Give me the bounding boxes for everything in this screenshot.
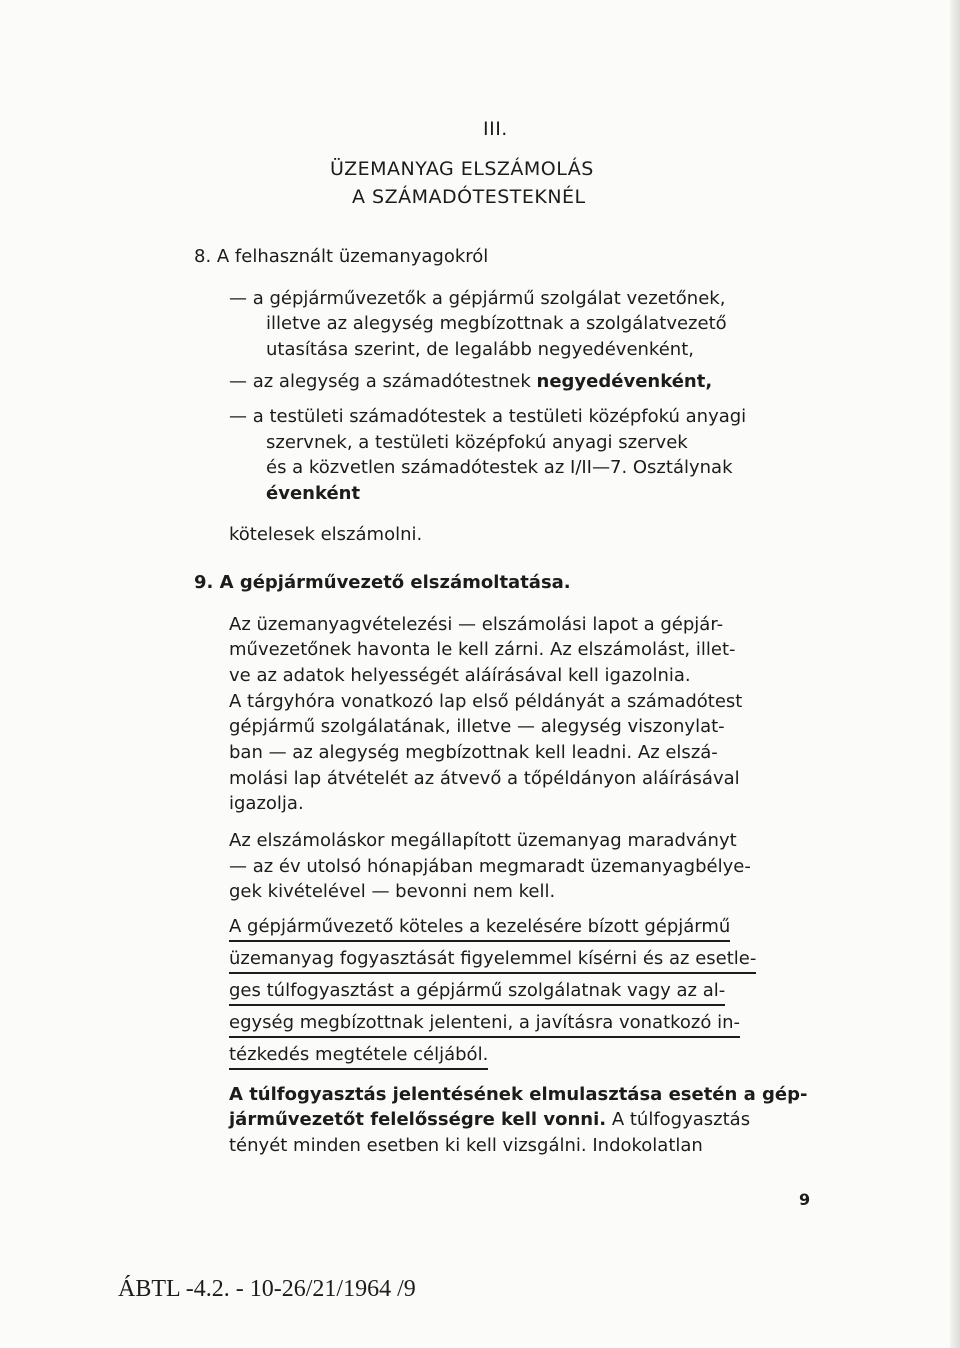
p1-line-8: igazolja. bbox=[229, 793, 304, 814]
item-1-line-2: illetve az alegység megbízottnak a szolgálatvezető bbox=[266, 313, 727, 334]
p3-line-3: ges túlfogyasztást a gépjármű szolgálatnak vagy az al- bbox=[229, 978, 725, 1006]
item-3-line-2: szervnek, a testületi középfokú anyagi szervek bbox=[266, 432, 688, 453]
p2-line-1: Az elszámoláskor megállapított üzemanyag maradványt bbox=[229, 830, 737, 851]
p3-line-4: egység megbízottnak jelenteni, a javításra vonatkozó in- bbox=[229, 1010, 740, 1038]
section-8-title: 8. A felhasznált üzemanyagokról bbox=[194, 246, 489, 267]
archive-reference: ÁBTL -4.2. - 10-26/21/1964 /9 bbox=[118, 1276, 416, 1302]
p3-line-2: üzemanyag fogyasztását figyelemmel kísérni és az esetle- bbox=[229, 946, 756, 974]
p3-line-1: A gépjárművezető köteles a kezelésére bízott gépjármű bbox=[229, 914, 730, 942]
item-1-line-3: utasítása szerint, de legalább negyedévenként, bbox=[266, 339, 694, 360]
p4-line-1: A túlfogyasztás jelentésének elmulasztása esetén a gép- bbox=[229, 1084, 808, 1105]
chapter-title-line-1: ÜZEMANYAG ELSZÁMOLÁS bbox=[330, 158, 594, 180]
p4-normal-tail: A túlfogyasztás bbox=[606, 1109, 751, 1130]
item-2-line-1 bbox=[229, 369, 712, 395]
chapter-number: III. bbox=[483, 118, 508, 140]
p1-line-7: molási lap átvételét az átvevő a tőpéldányon aláírásával bbox=[229, 768, 740, 789]
page-number: 9 bbox=[799, 1190, 811, 1209]
p4-bold-tail: járművezetőt felelősségre kell vonni. bbox=[229, 1109, 607, 1130]
section-9-title: 9. A gépjárművezető elszámoltatása. bbox=[194, 572, 571, 593]
p1-line-1: Az üzemanyagvételezési — elszámolási lapot a gépjár- bbox=[229, 614, 724, 635]
item-3-line-3: és a közvetlen számadótestek az I/II—7. Osztálynak bbox=[266, 457, 733, 478]
p1-line-5: gépjármű szolgálatának, illetve — alegység viszonylat- bbox=[229, 716, 725, 737]
item-2-bold: negyedévenként, bbox=[536, 371, 713, 392]
scan-edge-shadow bbox=[950, 0, 960, 1348]
p2-line-2: — az év utolsó hónapjában megmaradt üzemanyagbélye- bbox=[229, 856, 751, 877]
p2-line-3: gek kivételével — bevonni nem kell. bbox=[229, 881, 556, 902]
item-3-line-4: évenként bbox=[266, 483, 361, 504]
chapter-title-line-2: A SZÁMADÓTESTEKNÉL bbox=[352, 186, 586, 208]
p4-line-2 bbox=[229, 1107, 750, 1133]
p1-line-4: A tárgyhóra vonatkozó lap első példányát a számadótest bbox=[229, 691, 743, 712]
item-2-text: — az alegység a számadótestnek bbox=[229, 371, 537, 392]
p1-line-6: ban — az alegység megbízottnak kell leadni. Az elszá- bbox=[229, 742, 718, 763]
p4-line-3: tényét minden esetben ki kell vizsgálni. Indokolatlan bbox=[229, 1135, 703, 1156]
item-3-line-1: — a testületi számadótestek a testületi középfokú anyagi bbox=[229, 406, 747, 427]
p3-line-5: tézkedés megtétele céljából. bbox=[229, 1042, 488, 1070]
p1-line-3: ve az adatok helyességét aláírásával kell igazolnia. bbox=[229, 665, 691, 686]
item-1-line-1: — a gépjárművezetők a gépjármű szolgálat vezetőnek, bbox=[229, 288, 726, 309]
section-8-closing: kötelesek elszámolni. bbox=[229, 524, 423, 545]
p1-line-2: művezetőnek havonta le kell zárni. Az elszámolást, illet- bbox=[229, 639, 736, 660]
